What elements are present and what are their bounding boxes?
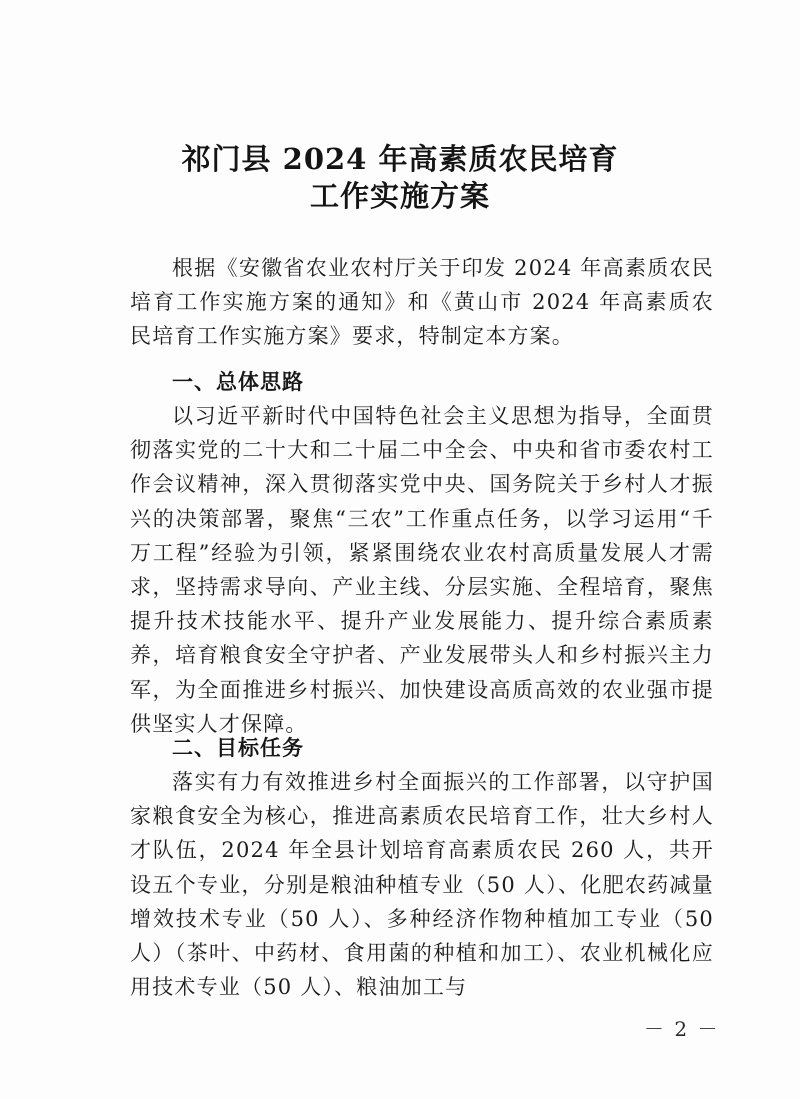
section-2-heading: 二、目标任务 xyxy=(172,736,304,760)
document-title-line-1: 祁门县 2024 年高素质农民培育 xyxy=(181,142,619,176)
section-1-heading: 一、总体思路 xyxy=(172,370,304,394)
document-title-line-2: 工作实施方案 xyxy=(309,179,490,213)
section-2-paragraph: 落实有力有效推进乡村全面振兴的工作部署，以守护国家粮食安全为核心，推进高素质农民培育工作，壮大乡村人才队伍，2024 年全县计划培育高素质农民 260 人，共开设五个专业，分别是粮油种植专业（50 人）、化肥农药减量增效技术专业（50 人）、多种经济作物种植加工专业（50 人）（茶叶、中药材、食用菌的种植和加工）、农业机械化应用技术专业（50 人）、粮油加工与 xyxy=(130,770,714,1000)
section-1-paragraph: 以习近平新时代中国特色社会主义思想为指导，全面贯彻落实党的二十大和二十届二中全会、中央和省市委农村工作会议精神，深入贯彻落实党中央、国务院关于乡村人才振兴的决策部署，聚焦“三农”工作重点任务，以学习运用“千万工程”经验为引领，紧紧围绕农业农村高质量发展人才需求，坚持需求导向、产业主线、分层实施、全程培育，聚焦提升技术技能水平、提升产业发展能力、提升综合素质素养，培育粮食安全守护者、产业发展带头人和乡村振兴主力军，为全面推进乡村振兴、加快建设高质高效的农业强市提供坚实人才保障。 xyxy=(130,404,714,736)
intro-paragraph: 根据《安徽省农业农村厅关于印发 2024 年高素质农民培育工作实施方案的通知》和《黄山市 2024 年高素质农民培育工作实施方案》要求，特制定本方案。 xyxy=(130,256,714,349)
page-number: － 2 － xyxy=(644,1017,720,1041)
